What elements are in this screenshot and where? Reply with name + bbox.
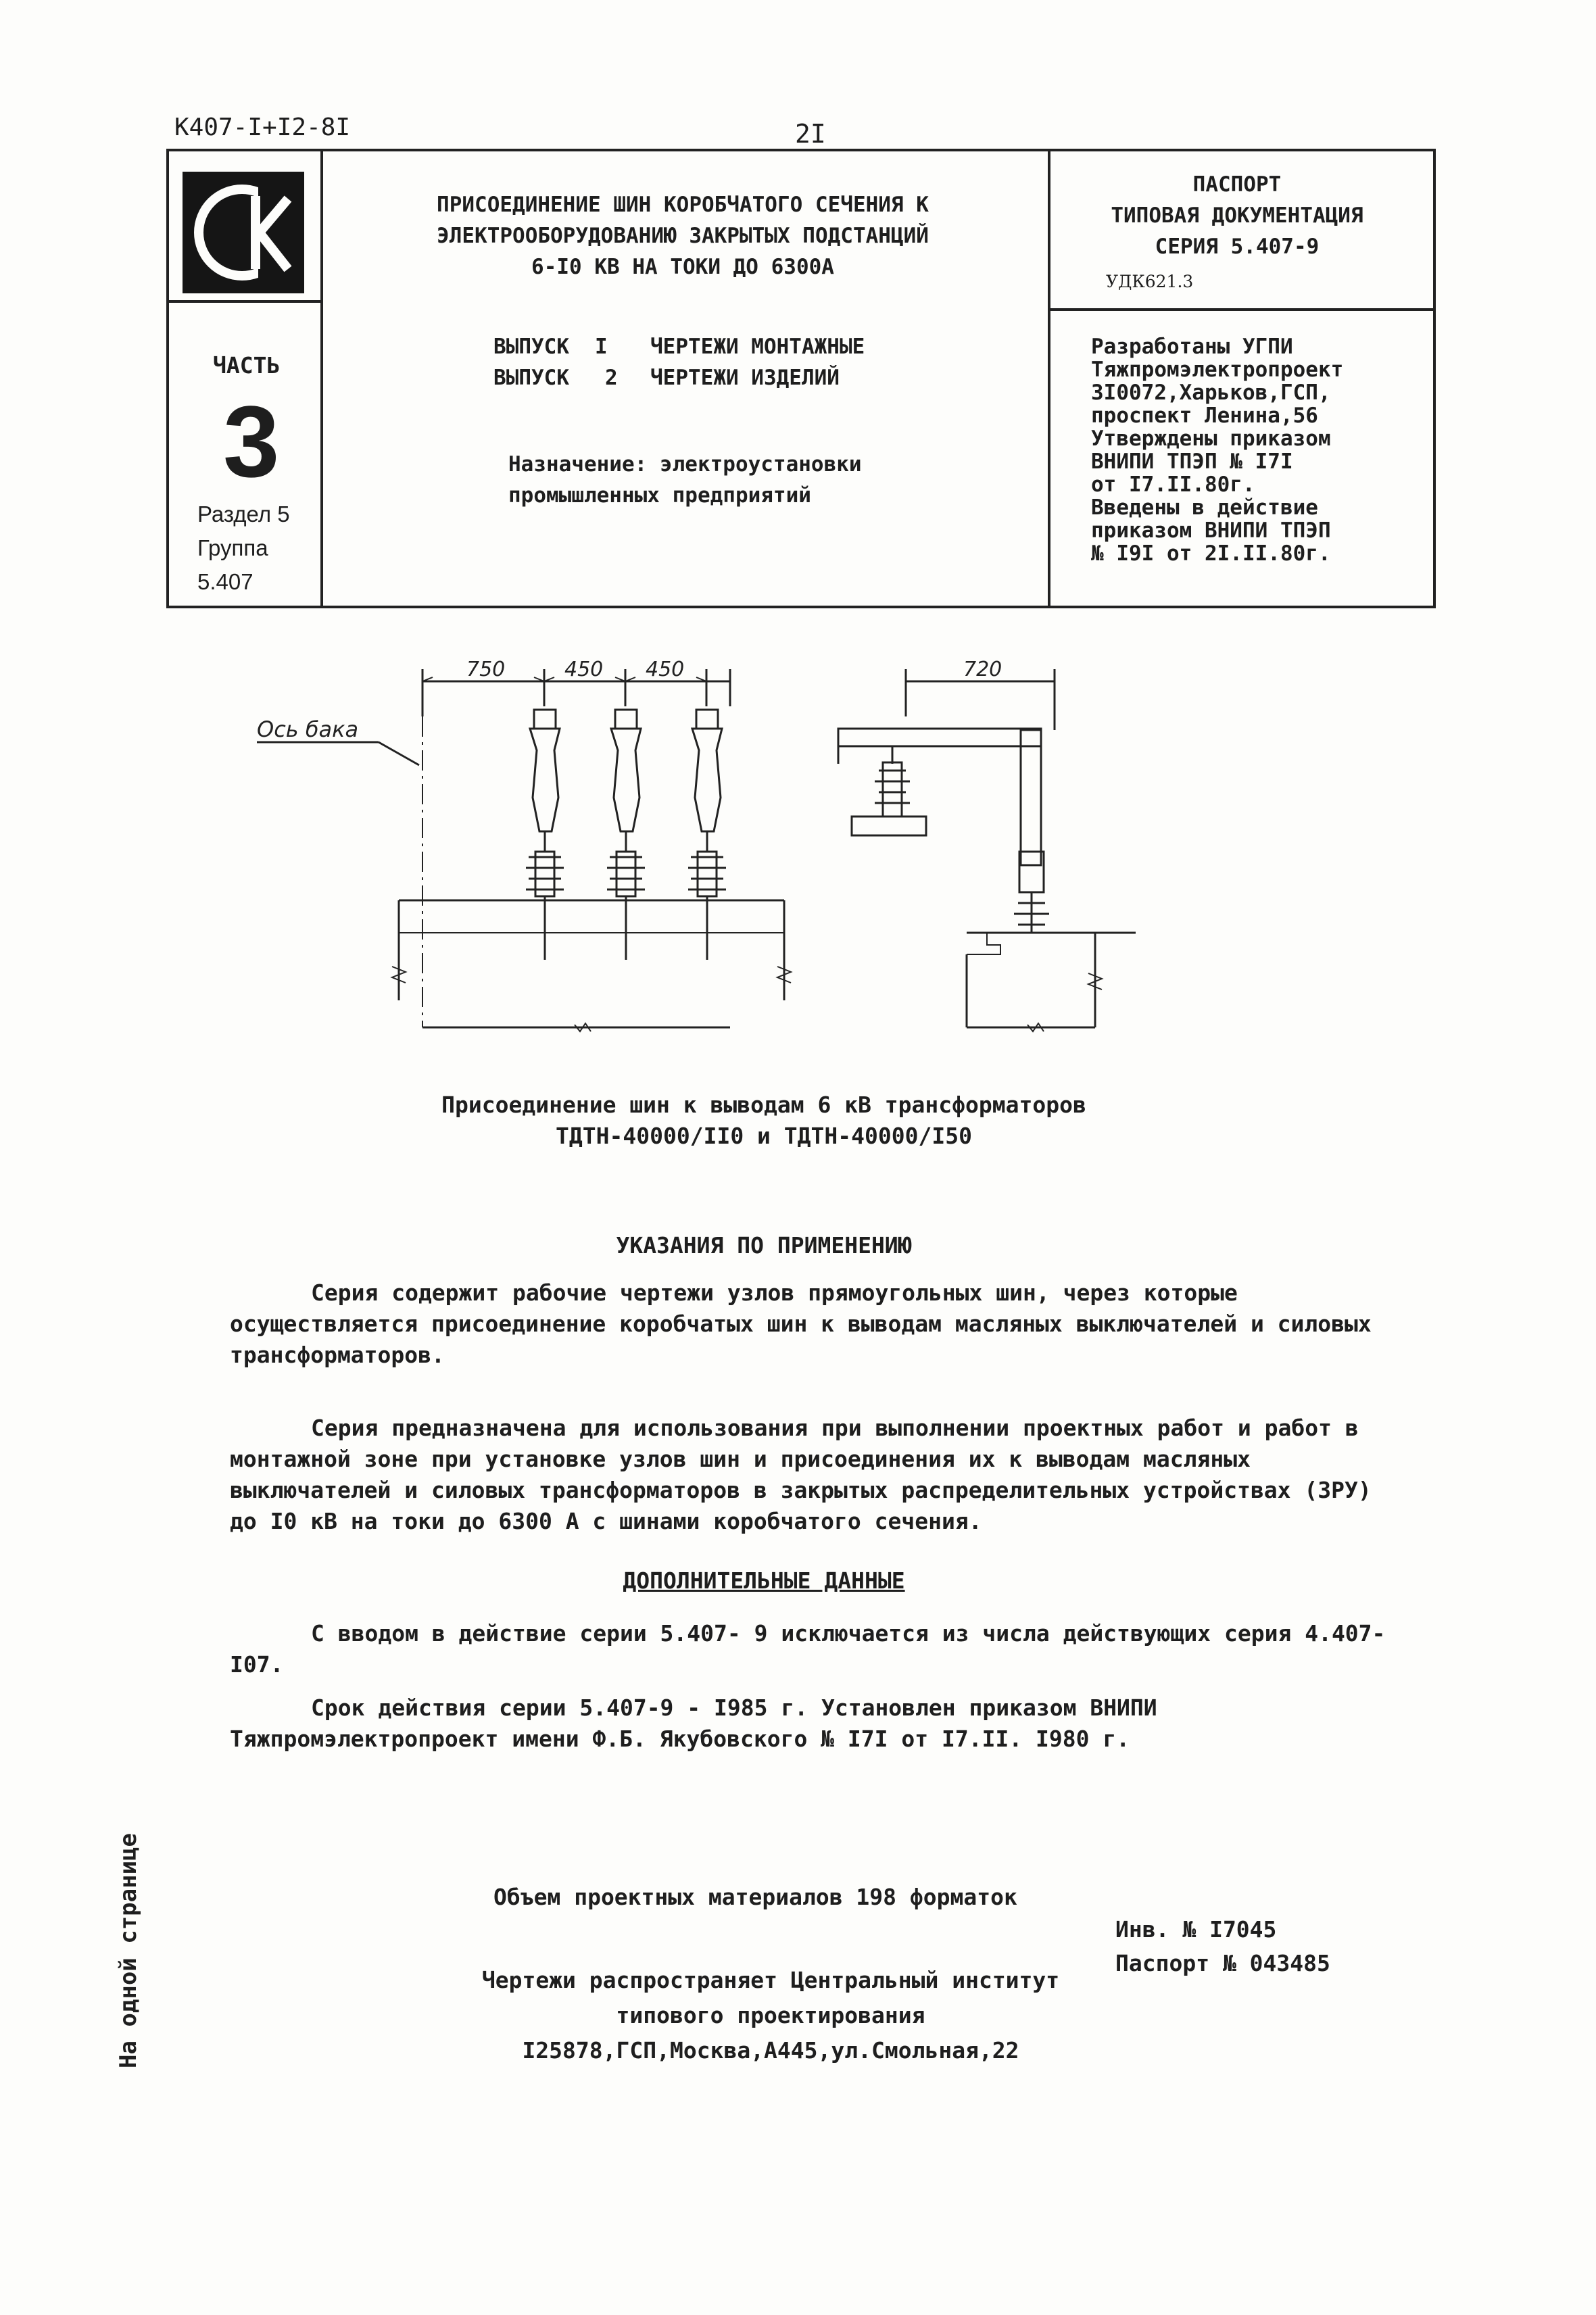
passport-heading — [1068, 169, 1406, 262]
developer-line: Утверждены приказом — [1091, 427, 1331, 451]
volume-note: Объем проектных материалов 198 форматок — [493, 1884, 1017, 1910]
developer-line: 3I0072,Харьков,ГСП, — [1091, 381, 1331, 405]
issue-1-label: ВЫПУСК — [493, 335, 569, 359]
passport-line: СЕРИЯ 5.407-9 — [1155, 235, 1320, 259]
section-label: Раздел 5 — [197, 502, 290, 527]
developer-line: Тяжпромэлектропроект — [1091, 358, 1344, 382]
group-label: Группа — [197, 535, 268, 560]
frame-divider-left — [320, 151, 323, 606]
usage-paragraph-1: Серия содержит рабочие чертежи узлов прямоугольных шин, через которые осуществляется присоединение коробчатых шин к выводам масляных выключателей и силовых трансформаторов. — [230, 1280, 1372, 1368]
part-label: ЧАСТЬ — [213, 352, 281, 379]
dim-750: 750 — [466, 658, 506, 681]
issue-2-label: ВЫПУСК — [493, 366, 569, 390]
distributor-line: типового проектирования — [616, 2002, 925, 2028]
additional-paragraph-1: С вводом в действие серии 5.407- 9 исключается из числа действующих серия 4.407-I07. — [230, 1620, 1386, 1678]
developer-line: от I7.II.80г. — [1091, 472, 1255, 497]
passport-line: ПАСПОРТ — [1192, 172, 1282, 197]
udk-code: УДК621.3 — [1106, 272, 1194, 291]
installation-drawing — [257, 649, 1338, 1054]
title-line: ПРИСОЕДИНЕНИЕ ШИН КОРОБЧАТОГО СЕЧЕНИЯ К — [437, 193, 929, 217]
part-number: 3 — [223, 385, 280, 498]
purpose — [508, 449, 862, 511]
additional-heading: ДОПОЛНИТЕЛЬНЫЕ ДАННЫЕ — [623, 1567, 905, 1594]
issue-1-text: ЧЕРТЕЖИ МОНТАЖНЫЕ — [650, 335, 865, 359]
dim-450-a: 450 — [564, 658, 604, 681]
dim-450-b: 450 — [646, 658, 685, 681]
frame-divider-right — [1048, 151, 1050, 606]
purpose-line: промышленных предприятий — [508, 483, 811, 508]
developer-line: № I9I от 2I.II.80г. — [1091, 541, 1331, 566]
developer-info — [1091, 335, 1343, 565]
logo-divider — [169, 300, 320, 303]
inventory-number: Инв. № I7045 — [1115, 1916, 1277, 1943]
distributor — [460, 1963, 1082, 2068]
ck-logo-icon — [183, 172, 304, 293]
passport-divider — [1048, 308, 1433, 311]
page-number: 2I — [795, 119, 826, 149]
title-line: 6-I0 КВ НА ТОКИ ДО 6300А — [531, 255, 834, 279]
side-note: На одной странице — [115, 1833, 142, 2068]
purpose-line: Назначение: электроустановки — [508, 452, 862, 477]
developer-line: приказом ВНИПИ ТПЭП — [1091, 518, 1331, 543]
caption-line: Присоединение шин к выводам 6 кВ трансформаторов — [441, 1092, 1086, 1118]
developer-line: Разработаны УГПИ — [1091, 335, 1293, 359]
passport-line: ТИПОВАЯ ДОКУМЕНТАЦИЯ — [1111, 203, 1363, 228]
passport-number: Паспорт № 043485 — [1115, 1950, 1330, 1976]
title-line: ЭЛЕКТРООБОРУДОВАНИЮ ЗАКРЫТЫХ ПОДСТАНЦИЙ — [437, 224, 929, 248]
issue-2-text: ЧЕРТЕЖИ ИЗДЕЛИЙ — [650, 366, 840, 390]
additional-paragraph-2: Срок действия серии 5.407-9 - I985 г. Установлен приказом ВНИПИ Тяжпромэлектропроект имени Ф.Б. Якубовского № I7I от I7.II. I980 г. — [230, 1695, 1157, 1752]
series-title — [324, 189, 1041, 283]
document-code: К407-I+I2-8I — [174, 114, 351, 141]
distributor-line: Чертежи распространяет Центральный институт — [481, 1967, 1060, 1993]
caption-line: ТДТН-40000/II0 и ТДТН-40000/I50 — [556, 1123, 972, 1149]
dim-720: 720 — [963, 658, 1002, 681]
developer-line: ВНИПИ ТПЭП № I7I — [1091, 449, 1293, 474]
usage-paragraph-2: Серия предназначена для использования при выполнении проектных работ и работ в монтажной зоне при установке узлов шин и присоединения их к выводам масляных выключателей и силовых трансформаторов в закрытых распределительных устройствах (ЗРУ) до I0 кВ на токи до 6300 А с шинами коробчатого сечения. — [230, 1415, 1372, 1534]
figure-caption — [291, 1090, 1237, 1152]
issue-1-num: I — [595, 335, 608, 359]
distributor-line: I25878,ГСП,Москва,А445,ул.Смольная,22 — [522, 2037, 1019, 2064]
issue-2-num: 2 — [605, 366, 618, 390]
developer-line: проспект Ленина,56 — [1091, 404, 1318, 428]
developer-line: Введены в действие — [1091, 495, 1318, 520]
group-code: 5.407 — [197, 569, 253, 594]
tank-axis-label: Ось бака — [257, 716, 359, 742]
usage-heading: УКАЗАНИЯ ПО ПРИМЕНЕНИЮ — [616, 1232, 912, 1259]
